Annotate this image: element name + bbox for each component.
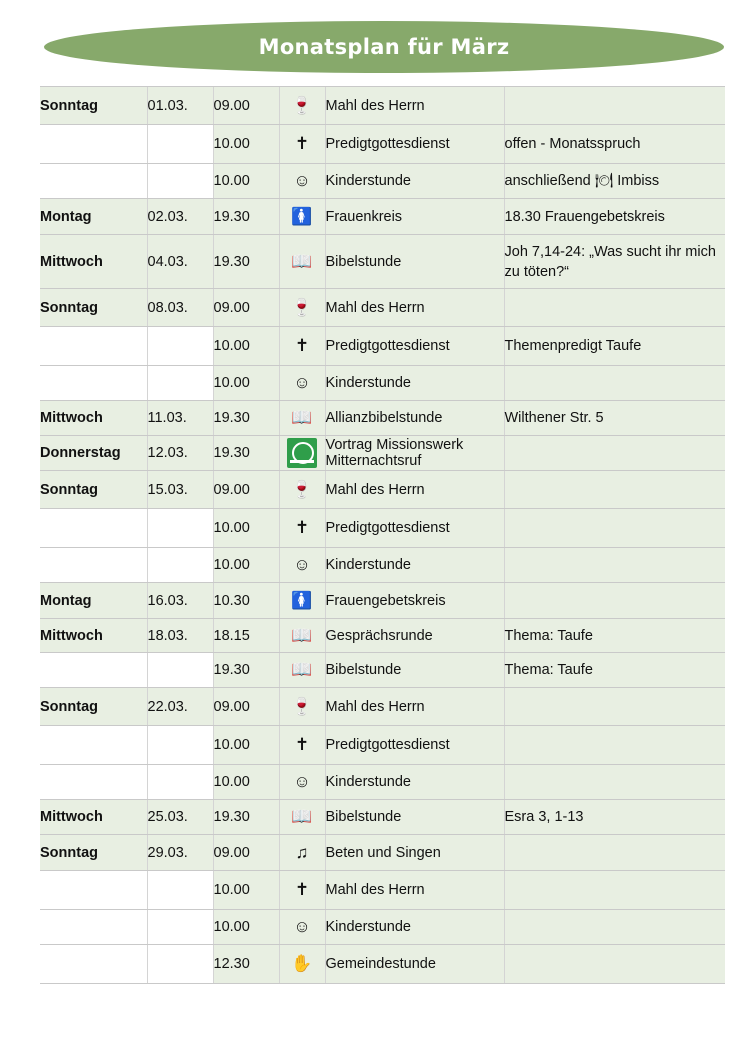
book-icon: 📖 bbox=[291, 660, 313, 679]
woman-icon: 🚺 bbox=[291, 206, 313, 226]
date-label: 11.03. bbox=[147, 401, 213, 436]
table-row bbox=[40, 164, 725, 199]
smiley-icon: ☺ bbox=[293, 555, 311, 574]
event-label: Bibelstunde bbox=[325, 800, 504, 835]
time-label: 10.00 bbox=[213, 327, 279, 366]
page-title: Monatsplan für März bbox=[258, 35, 510, 59]
day-label: Sonntag bbox=[40, 289, 147, 327]
day-label: Sonntag bbox=[40, 471, 147, 509]
table-row bbox=[40, 688, 725, 726]
event-label: Kinderstunde bbox=[325, 765, 504, 800]
day-label: Sonntag bbox=[40, 688, 147, 726]
day-label bbox=[40, 548, 147, 583]
time-label: 09.00 bbox=[213, 289, 279, 327]
table-row bbox=[40, 401, 725, 436]
mission-logo-icon bbox=[287, 438, 317, 468]
time-label: 10.00 bbox=[213, 164, 279, 199]
day-label bbox=[40, 366, 147, 401]
icon-cell bbox=[279, 289, 325, 327]
time-label: 10.00 bbox=[213, 910, 279, 945]
icon-cell bbox=[279, 471, 325, 509]
event-label: Mahl des Herrn bbox=[325, 87, 504, 125]
event-label: Mahl des Herrn bbox=[325, 688, 504, 726]
table-row bbox=[40, 619, 725, 653]
event-label: Predigtgottesdienst bbox=[325, 125, 504, 164]
icon-cell bbox=[279, 688, 325, 726]
day-label bbox=[40, 765, 147, 800]
day-label: Donnerstag bbox=[40, 436, 147, 471]
event-label: Kinderstunde bbox=[325, 910, 504, 945]
date-label: 01.03. bbox=[147, 87, 213, 125]
day-label: Mittwoch bbox=[40, 235, 147, 289]
day-label: Montag bbox=[40, 583, 147, 619]
time-label: 09.00 bbox=[213, 835, 279, 871]
event-label: Frauenkreis bbox=[325, 199, 504, 235]
table-row bbox=[40, 726, 725, 765]
date-label bbox=[147, 726, 213, 765]
time-label: 19.30 bbox=[213, 199, 279, 235]
book-icon: 📖 bbox=[291, 625, 313, 645]
time-label: 10.00 bbox=[213, 125, 279, 164]
event-label: Predigtgottesdienst bbox=[325, 509, 504, 548]
date-label bbox=[147, 871, 213, 910]
event-label: Predigtgottesdienst bbox=[325, 726, 504, 765]
note-label bbox=[504, 871, 725, 910]
date-label bbox=[147, 164, 213, 199]
cross-icon: ✝ bbox=[294, 336, 310, 355]
book-icon: 📖 bbox=[291, 807, 313, 826]
date-label bbox=[147, 327, 213, 366]
table-row bbox=[40, 509, 725, 548]
table-row bbox=[40, 436, 725, 471]
date-label: 18.03. bbox=[147, 619, 213, 653]
note-label bbox=[504, 509, 725, 548]
note-label bbox=[504, 471, 725, 509]
note-label bbox=[504, 910, 725, 945]
icon-cell bbox=[279, 327, 325, 366]
date-label: 15.03. bbox=[147, 471, 213, 509]
note-label: 18.30 Frauengebetskreis bbox=[504, 199, 725, 235]
event-label: Bibelstunde bbox=[325, 653, 504, 688]
date-label: 04.03. bbox=[147, 235, 213, 289]
date-label bbox=[147, 910, 213, 945]
table-row bbox=[40, 125, 725, 164]
table-row bbox=[40, 471, 725, 509]
smiley-icon: ☺ bbox=[293, 772, 311, 791]
icon-cell bbox=[279, 509, 325, 548]
day-label: Mittwoch bbox=[40, 800, 147, 835]
icon-cell bbox=[279, 401, 325, 436]
table-row bbox=[40, 199, 725, 235]
icon-cell bbox=[279, 619, 325, 653]
event-label: Mahl des Herrn bbox=[325, 471, 504, 509]
day-label: Mittwoch bbox=[40, 401, 147, 436]
note-label: Joh 7,14-24: „Was sucht ihr mich zu töten?“ bbox=[504, 235, 725, 289]
icon-cell bbox=[279, 726, 325, 765]
time-label: 09.00 bbox=[213, 471, 279, 509]
note-label bbox=[504, 289, 725, 327]
table-row bbox=[40, 871, 725, 910]
icon-cell bbox=[279, 125, 325, 164]
icon-cell bbox=[279, 87, 325, 125]
icon-cell bbox=[279, 765, 325, 800]
note-label bbox=[504, 436, 725, 471]
cross-icon: ✝ bbox=[294, 880, 310, 899]
note-label: anschließend 🍽 Imbiss bbox=[504, 164, 725, 199]
note-label bbox=[504, 765, 725, 800]
note-label: Esra 3, 1-13 bbox=[504, 800, 725, 835]
chalice-icon: 🍷 bbox=[291, 297, 313, 317]
time-label: 19.30 bbox=[213, 436, 279, 471]
note-label: Wilthener Str. 5 bbox=[504, 401, 725, 436]
time-label: 10.00 bbox=[213, 548, 279, 583]
event-label: Kinderstunde bbox=[325, 366, 504, 401]
icon-cell bbox=[279, 436, 325, 471]
table-row bbox=[40, 765, 725, 800]
note-label: Themenpredigt Taufe bbox=[504, 327, 725, 366]
time-label: 10.00 bbox=[213, 726, 279, 765]
day-label: Sonntag bbox=[40, 87, 147, 125]
chalice-icon: 🍷 bbox=[291, 696, 313, 716]
note-label: Thema: Taufe bbox=[504, 619, 725, 653]
day-label bbox=[40, 871, 147, 910]
event-label: Mahl des Herrn bbox=[325, 871, 504, 910]
icon-cell bbox=[279, 164, 325, 199]
icon-cell bbox=[279, 366, 325, 401]
date-label bbox=[147, 509, 213, 548]
smiley-icon: ☺ bbox=[293, 373, 311, 392]
table-row bbox=[40, 87, 725, 125]
schedule-table bbox=[40, 86, 725, 984]
table-row bbox=[40, 548, 725, 583]
day-label bbox=[40, 653, 147, 688]
note-label bbox=[504, 583, 725, 619]
icon-cell bbox=[279, 199, 325, 235]
table-row bbox=[40, 653, 725, 688]
smiley-icon: ☺ bbox=[293, 171, 311, 190]
date-label bbox=[147, 548, 213, 583]
date-label bbox=[147, 653, 213, 688]
date-label: 29.03. bbox=[147, 835, 213, 871]
time-label: 10.00 bbox=[213, 366, 279, 401]
time-label: 19.30 bbox=[213, 653, 279, 688]
icon-cell bbox=[279, 653, 325, 688]
note-label bbox=[504, 87, 725, 125]
woman-icon: 🚺 bbox=[291, 590, 313, 610]
table-row bbox=[40, 835, 725, 871]
date-label: 08.03. bbox=[147, 289, 213, 327]
day-label: Sonntag bbox=[40, 835, 147, 871]
icon-cell bbox=[279, 235, 325, 289]
time-label: 19.30 bbox=[213, 800, 279, 835]
book-icon: 📖 bbox=[291, 251, 313, 271]
time-label: 18.15 bbox=[213, 619, 279, 653]
date-label bbox=[147, 125, 213, 164]
table-row bbox=[40, 583, 725, 619]
day-label bbox=[40, 726, 147, 765]
time-label: 19.30 bbox=[213, 401, 279, 436]
event-label: Gesprächsrunde bbox=[325, 619, 504, 653]
date-label: 12.03. bbox=[147, 436, 213, 471]
day-label bbox=[40, 910, 147, 945]
event-label: Kinderstunde bbox=[325, 164, 504, 199]
day-label bbox=[40, 164, 147, 199]
event-label: Predigtgottesdienst bbox=[325, 327, 504, 366]
event-label: Beten und Singen bbox=[325, 835, 504, 871]
icon-cell bbox=[279, 548, 325, 583]
table-row bbox=[40, 327, 725, 366]
table-row bbox=[40, 289, 725, 327]
note-label bbox=[504, 835, 725, 871]
time-label: 10.30 bbox=[213, 583, 279, 619]
cross-icon: ✝ bbox=[294, 518, 310, 537]
event-label: Vortrag Missionswerk Mitternachtsruf bbox=[325, 436, 504, 471]
table-row bbox=[40, 366, 725, 401]
time-label: 10.00 bbox=[213, 871, 279, 910]
smiley-icon: ☺ bbox=[293, 917, 311, 936]
note-label: offen - Monatsspruch bbox=[504, 125, 725, 164]
cross-icon: ✝ bbox=[294, 735, 310, 754]
note-label bbox=[504, 548, 725, 583]
time-label: 12.30 bbox=[213, 945, 279, 984]
date-label bbox=[147, 366, 213, 401]
icon-cell bbox=[279, 583, 325, 619]
table-row bbox=[40, 235, 725, 289]
chalice-icon: 🍷 bbox=[291, 479, 313, 499]
chalice-icon: 🍷 bbox=[291, 95, 313, 115]
note-label: Thema: Taufe bbox=[504, 653, 725, 688]
day-label: Montag bbox=[40, 199, 147, 235]
table-row bbox=[40, 945, 725, 984]
time-label: 10.00 bbox=[213, 509, 279, 548]
time-label: 19.30 bbox=[213, 235, 279, 289]
music-icon: ♫ bbox=[295, 842, 309, 862]
title-banner bbox=[44, 21, 724, 73]
cross-icon: ✝ bbox=[294, 134, 310, 153]
day-label bbox=[40, 327, 147, 366]
hand-icon: ✋ bbox=[291, 954, 313, 973]
time-label: 10.00 bbox=[213, 765, 279, 800]
day-label bbox=[40, 945, 147, 984]
note-label bbox=[504, 945, 725, 984]
event-label: Kinderstunde bbox=[325, 548, 504, 583]
book-icon: 📖 bbox=[291, 408, 313, 427]
note-label bbox=[504, 688, 725, 726]
date-label: 02.03. bbox=[147, 199, 213, 235]
icon-cell bbox=[279, 945, 325, 984]
icon-cell bbox=[279, 835, 325, 871]
event-label: Frauengebetskreis bbox=[325, 583, 504, 619]
event-label: Bibelstunde bbox=[325, 235, 504, 289]
icon-cell bbox=[279, 910, 325, 945]
note-label bbox=[504, 366, 725, 401]
time-label: 09.00 bbox=[213, 87, 279, 125]
day-label bbox=[40, 125, 147, 164]
icon-cell bbox=[279, 800, 325, 835]
table-row bbox=[40, 910, 725, 945]
table-row bbox=[40, 800, 725, 835]
time-label: 09.00 bbox=[213, 688, 279, 726]
event-label: Allianzbibelstunde bbox=[325, 401, 504, 436]
event-label: Gemeindestunde bbox=[325, 945, 504, 984]
event-label: Mahl des Herrn bbox=[325, 289, 504, 327]
date-label bbox=[147, 945, 213, 984]
date-label bbox=[147, 765, 213, 800]
date-label: 22.03. bbox=[147, 688, 213, 726]
icon-cell bbox=[279, 871, 325, 910]
day-label bbox=[40, 509, 147, 548]
date-label: 25.03. bbox=[147, 800, 213, 835]
day-label: Mittwoch bbox=[40, 619, 147, 653]
date-label: 16.03. bbox=[147, 583, 213, 619]
note-label bbox=[504, 726, 725, 765]
